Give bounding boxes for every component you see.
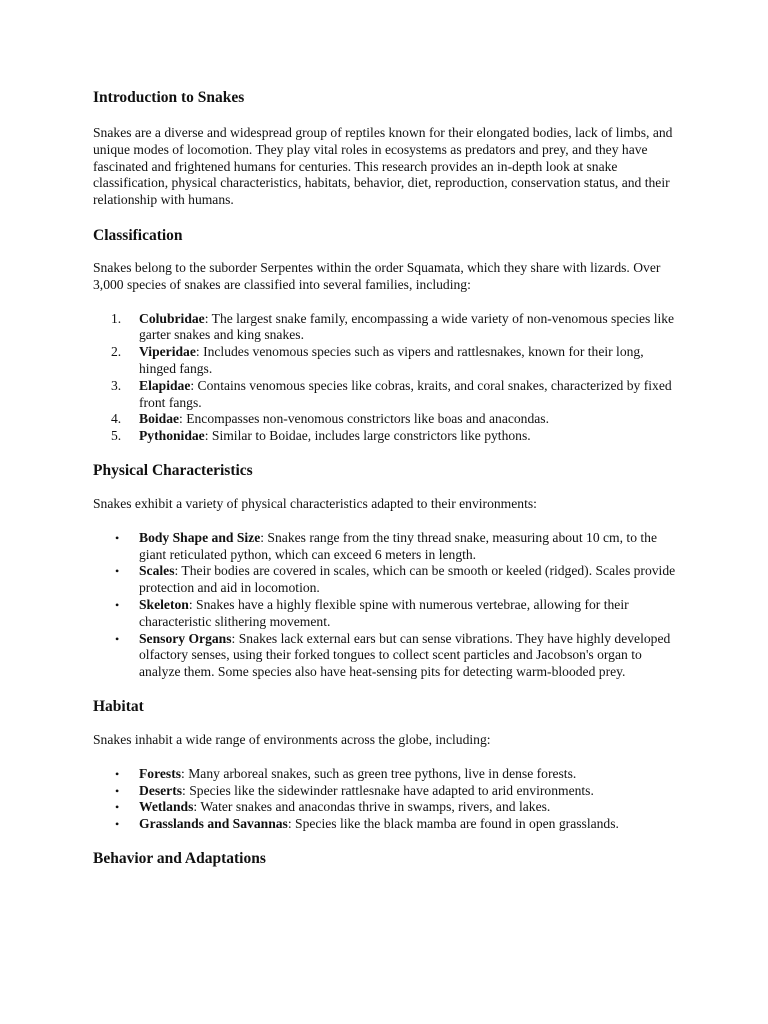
list-item — [93, 344, 683, 378]
habitat-description: : Water snakes and anacondas thrive in swamps, rivers, and lakes. — [193, 799, 551, 815]
classification-list — [93, 311, 683, 445]
family-description: : Similar to Boidae, includes large constrictors like pythons. — [204, 428, 531, 444]
family-term: Colubridae — [139, 310, 205, 326]
list-item — [93, 428, 683, 445]
bullet-icon: • — [115, 783, 120, 798]
list-item — [93, 783, 683, 800]
list-item — [93, 799, 683, 816]
habitat-term: Forests — [139, 765, 182, 781]
trait-description: : Snakes range from the tiny thread snake, measuring about 10 cm, to the giant reticulated python, which can exceed 6 meters in length. — [139, 529, 658, 562]
trait-term: Skeleton — [139, 596, 189, 612]
family-term: Elapidae — [139, 377, 191, 393]
family-description: : The largest snake family, encompassing a wide variety of non-venomous species like garter snakes and king snakes. — [139, 310, 675, 343]
list-item — [93, 378, 683, 412]
list-number: 2. — [111, 344, 122, 360]
family-description: : Includes venomous species such as vipers and rattlesnakes, known for their long, hinged fangs. — [139, 344, 644, 376]
classification-paragraph: Snakes belong to the suborder Serpentes within the order Squamata, which they share with lizards. Over 3,000 species of snakes are classified into several families, including: — [93, 259, 661, 292]
bullet-icon: • — [115, 631, 120, 646]
habitat-description: : Many arboreal snakes, such as green tree pythons, live in dense forests. — [181, 765, 577, 781]
list-number: 3. — [111, 377, 122, 393]
list-number: 1. — [111, 310, 122, 326]
habitat-term: Grasslands and Savannas — [139, 816, 288, 832]
list-item — [93, 311, 683, 345]
classification-heading: Classification — [93, 226, 183, 244]
habitat-description: : Species like the sidewinder rattlesnake have adapted to arid environments. — [182, 782, 594, 798]
list-item — [93, 816, 683, 833]
trait-term: Sensory Organs — [139, 630, 232, 646]
bullet-icon: • — [115, 766, 120, 781]
list-item — [93, 631, 683, 681]
habitat-paragraph: Snakes inhabit a wide range of environments across the globe, including: — [93, 731, 491, 747]
list-item — [93, 563, 683, 597]
family-term: Viperidae — [139, 344, 196, 360]
bullet-icon: • — [115, 817, 120, 832]
bullet-icon: • — [115, 597, 120, 612]
list-number: 4. — [111, 411, 122, 427]
list-item — [93, 597, 683, 631]
trait-description: : Their bodies are covered in scales, which can be smooth or keeled (ridged). Scales provide protection and aid in locomotion. — [139, 563, 676, 596]
habitat-term: Deserts — [139, 782, 183, 798]
family-description: : Contains venomous species like cobras, kraits, and coral snakes, characterized by fixed front fangs. — [139, 377, 672, 410]
family-term: Boidae — [139, 411, 180, 427]
habitat-list — [93, 766, 683, 833]
habitat-heading: Habitat — [93, 697, 144, 715]
habitat-description: : Species like the black mamba are found in open grasslands. — [287, 816, 619, 832]
habitat-term: Wetlands — [139, 799, 194, 815]
trait-description: : Snakes lack external ears but can sense vibrations. They have highly developed olfactory senses, using their forked tongues to collect scent particles and Jacobson's organ to analyze them. Some species also have heat-sensing pits for detecting warm-blooded prey. — [139, 630, 671, 680]
list-item — [93, 411, 683, 428]
intro-heading: Introduction to Snakes — [93, 89, 245, 106]
physical-paragraph: Snakes exhibit a variety of physical characteristics adapted to their environments: — [93, 495, 537, 511]
list-number: 5. — [111, 428, 122, 444]
list-item — [93, 766, 683, 783]
document-page — [93, 88, 683, 869]
physical-heading: Physical Characteristics — [93, 461, 253, 479]
trait-term: Body Shape and Size — [139, 529, 261, 545]
behavior-heading: Behavior and Adaptations — [93, 849, 266, 867]
bullet-icon: • — [115, 564, 120, 579]
physical-list — [93, 530, 683, 681]
list-item — [93, 530, 683, 564]
family-description: : Encompasses non-venomous constrictors like boas and anacondas. — [179, 411, 549, 427]
family-term: Pythonidae — [139, 428, 205, 444]
intro-paragraph: Snakes are a diverse and widespread group of reptiles known for their elongated bodies, lack of limbs, and unique modes of locomotion. They play vital roles in ecosystems as predators and prey, and they have fascinated and frightened humans for centuries. This research provides an in-depth look at snake classification, physical characteristics, habitats, behavior, diet, reproduction, conservation status, and their relationship with humans. — [93, 125, 673, 208]
bullet-icon: • — [115, 530, 120, 545]
trait-description: : Snakes have a highly flexible spine with numerous vertebrae, allowing for their characteristic slithering movement. — [139, 596, 629, 629]
bullet-icon: • — [115, 800, 120, 815]
trait-term: Scales — [139, 563, 175, 579]
